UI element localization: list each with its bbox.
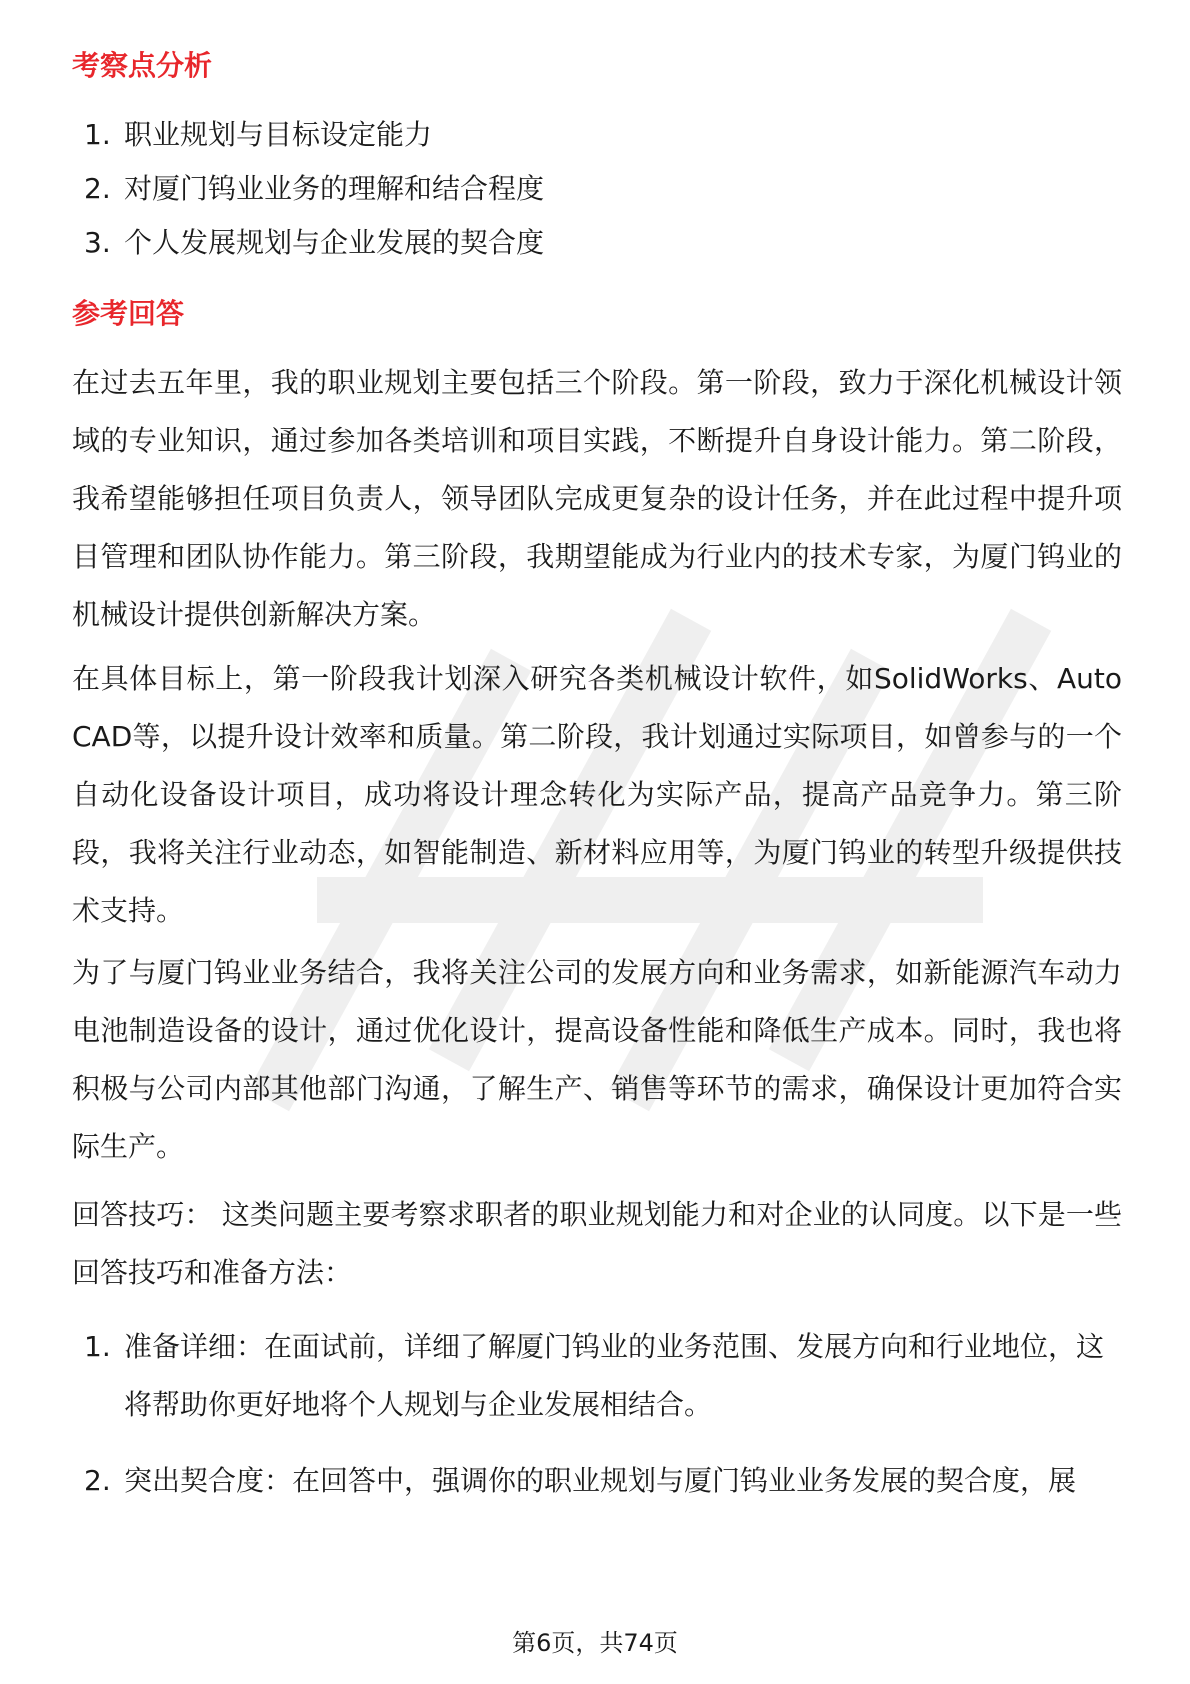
tips-item-2 — [84, 1452, 1124, 1510]
list-text: 个人发展规划与企业发展的契合度 — [124, 226, 545, 259]
answer-tips-intro: 回答技巧： 这类问题主要考察求职者的职业规划能力和对企业的认同度。以下是一些回答技巧和准备方法： — [72, 1198, 1122, 1289]
answer-paragraph-2: 在具体目标上，第一阶段我计划深入研究各类机械设计软件，如SolidWorks、AutoCAD等，以提升设计效率和质量。第二阶段，我计划通过实际项目，如曾参与的一个自动化设备设计项目，成功将设计理念转化为实际产品，提高产品竞争力。第三阶段，我将关注行业动态，如智能制造、新材料应用等，为厦门钨业的转型升级提供技术支持。 — [72, 662, 1122, 927]
analysis-item-1 — [84, 106, 1124, 164]
list-number: 1. — [84, 118, 111, 151]
tips-item-1 — [84, 1318, 1124, 1434]
page-number-footer: 第6页，共74页 — [512, 1629, 678, 1657]
list-number: 2. — [84, 172, 111, 205]
list-text: 职业规划与目标设定能力 — [124, 118, 433, 151]
answer-heading: 参考回答 — [72, 297, 185, 330]
list-number: 1. — [84, 1330, 111, 1363]
analysis-heading: 考察点分析 — [72, 49, 213, 82]
analysis-item-2 — [84, 160, 1124, 218]
answer-paragraph-1: 在过去五年里，我的职业规划主要包括三个阶段。第一阶段，致力于深化机械设计领域的专业知识，通过参加各类培训和项目实践，不断提升自身设计能力。第二阶段，我希望能够担任项目负责人，领导团队完成更复杂的设计任务，并在此过程中提升项目管理和团队协作能力。第三阶段，我期望能成为行业内的技术专家，为厦门钨业的机械设计提供创新解决方案。 — [72, 366, 1122, 631]
list-number: 3. — [84, 226, 111, 259]
list-text: 突出契合度：在回答中，强调你的职业规划与厦门钨业业务发展的契合度，展 — [124, 1464, 1077, 1497]
answer-paragraph-3: 为了与厦门钨业业务结合，我将关注公司的发展方向和业务需求，如新能源汽车动力电池制造设备的设计，通过优化设计，提高设备性能和降低生产成本。同时，我也将积极与公司内部其他部门沟通，了解生产、销售等环节的需求，确保设计更加符合实际生产。 — [72, 956, 1122, 1163]
list-text: 对厦门钨业业务的理解和结合程度 — [124, 172, 545, 205]
list-text: 准备详细：在面试前，详细了解厦门钨业的业务范围、发展方向和行业地位，这将帮助你更好地将个人规划与企业发展相结合。 — [124, 1330, 1105, 1421]
analysis-item-3 — [84, 214, 1124, 272]
list-number: 2. — [84, 1464, 111, 1497]
